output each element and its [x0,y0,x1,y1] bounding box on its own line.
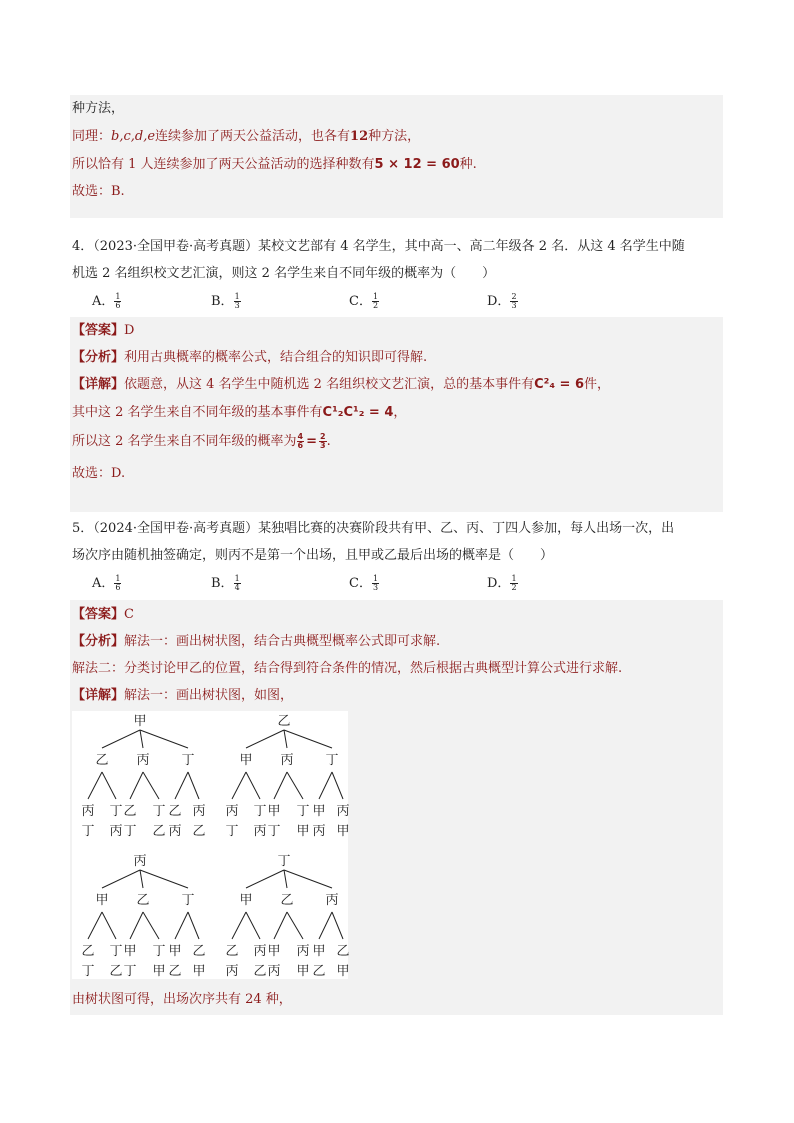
q5-option-b [211,572,241,592]
tree-leaf-node: 丁 [123,964,137,979]
tree-leaf-node: 丙 [312,824,326,839]
q5-answer-tag: 【答案】 [72,607,125,622]
tree-leaf-node: 丁 [152,944,166,959]
tree-leaf-node: 甲 [296,824,310,839]
q5-option-d-den: 2 [511,583,517,592]
q5-option-a-num: 1 [115,574,121,583]
block1-line2-mid: 连续参加了两天公益活动，也各有 [155,129,351,144]
tree-leaf-node: 丙 [225,964,239,979]
tree-leaf-node: 丁 [225,824,239,839]
tree-leaf-node: 丁 [152,804,166,819]
block1-line3-prefix: 所以恰有 1 人连续参加了两天公益活动的选择种数有 [72,157,375,172]
q4-option-c-letter: C． [349,294,372,309]
q4-option-b-fraction [234,293,241,310]
q5-option-a-den: 6 [115,583,121,592]
tree-leaf-node: 乙 [168,964,182,979]
q4-detail-line1-text: 依题意，从这 4 名学生中随机选 2 名组织校文艺汇演，总的基本事件有 [124,377,535,392]
q4-stem-line2: 机选 2 名组织校文艺汇演，则这 2 名学生来自不同年级的概率为（ ） [72,266,496,281]
tree-diagram [72,711,348,979]
tree-leaf-node: 甲 [312,804,326,819]
q4-detail-line3-f2n: 2 [320,432,326,441]
q4-detail-line3-f2d: 3 [320,441,326,450]
q5-analysis-tag: 【分析】 [72,634,125,649]
tree-leaf-node: 丙 [192,804,206,819]
q4-detail-line3-frac2 [319,433,327,450]
q4-detail-line3-frac1 [297,433,305,450]
q4-option-c-num: 1 [372,292,379,301]
q5-option-b-fraction [234,575,241,592]
tree-leaf-node: 甲 [192,964,206,979]
q5-option-c [349,572,379,592]
tree-leaf-node: 丙 [253,824,267,839]
tree-leaf-node: 丁 [81,964,95,979]
q4-analysis-text: 利用古典概率的概率公式，结合组合的知识即可得解. [124,350,428,365]
q5-option-d-fraction [510,575,517,592]
tree-leaf-node: 乙 [192,824,206,839]
q4-detail-line3-suffix: . [326,434,331,449]
tree-root-node: 丙 [133,854,147,869]
q4-final: 故选：D. [72,466,126,481]
q4-option-b-den: 3 [234,301,240,310]
q4-option-c-fraction [372,293,379,310]
tree-leaf-node: 甲 [168,944,182,959]
tree-leaf-node: 丙 [267,964,281,979]
q4-answer-tag: 【答案】 [72,323,125,338]
tree-leaf-node: 丁 [267,824,281,839]
tree-branch-node: 乙 [95,753,109,768]
tree-leaf-node: 甲 [267,944,281,959]
q4-detail-line3-eq: = [306,434,318,449]
tree-leaf-node: 丁 [109,944,123,959]
tree-leaf-node: 乙 [192,944,206,959]
block1-line3-math: 5 × 12 = 60 [374,157,460,172]
tree-root-node: 乙 [277,714,291,729]
q4-detail-tag: 【详解】 [72,377,125,392]
q5-analysis1 [72,630,440,649]
q4-option-a-num: 1 [115,292,121,301]
q4-option-d-num: 2 [511,292,517,301]
tree-branch-node: 丁 [325,753,339,768]
q4-option-b [211,290,241,310]
tree-leaf-node: 乙 [253,964,267,979]
tree-leaf-node: 丙 [168,824,182,839]
q5-option-b-den: 4 [234,583,240,592]
q5-option-b-letter: B． [211,576,234,591]
tree-leaf-node: 丙 [296,944,310,959]
tree-leaf-node: 甲 [312,944,326,959]
q4-option-d-den: 3 [511,301,517,310]
q4-option-d-fraction [510,293,517,310]
tree-branch-node: 甲 [95,893,109,908]
q5-option-a-fraction [114,575,121,592]
tree-leaf-node: 丁 [253,804,267,819]
tree-branch-node: 丁 [181,753,195,768]
block1-line2-suffix: 种方法， [368,129,421,144]
q4-option-c [349,290,379,310]
q4-stem-line1: 4．（2023·全国甲卷·高考真题）某校文艺部有 4 名学生，其中高一、高二年级各 2 名．从这 4 名学生中随 [72,239,685,254]
q5-stem-line2: 场次序由随机抽签确定，则丙不是第一个出场，且甲或乙最后出场的概率是（ ） [72,548,554,563]
tree-branch-node: 丙 [136,753,150,768]
tree-leaf-node: 丁 [81,824,95,839]
tree-branch-node: 丙 [325,893,339,908]
tree-leaf-node: 甲 [336,824,350,839]
tree-leaf-node: 丁 [296,804,310,819]
q5-option-d [487,572,518,592]
tree-leaf-node: 乙 [109,964,123,979]
q4-detail-line1-math: C²₄ = 6 [534,377,585,392]
q4-detail-line2-math: C¹₂C¹₂ = 4 [322,405,394,420]
q5-detail1 [72,684,293,703]
tree-leaf-node: 甲 [296,964,310,979]
q5-option-c-den: 3 [372,583,379,592]
q4-option-a-fraction [114,293,121,310]
q4-option-d [487,290,518,310]
q5-answer-value: C [124,607,134,622]
q5-option-b-num: 1 [234,574,240,583]
block1-line2-vars: b,c,d,e [111,129,156,144]
block1-line4: 故选：B. [72,184,125,199]
q5-detail1-text: 解法一：画出树状图，如图， [124,688,294,703]
q5-option-d-letter: D． [487,576,511,591]
q4-option-a-den: 6 [115,301,121,310]
q5-last-line: 由树状图可得，出场次序共有 24 种， [72,992,292,1007]
q5-analysis1-text: 解法一：画出树状图，结合古典概型概率公式即可求解. [124,634,441,649]
tree-leaf-node: 乙 [152,824,166,839]
block1-line2 [72,125,420,144]
q4-detail-line2 [72,401,406,420]
q4-detail-line3-text: 所以这 2 名学生来自不同年级的概率为 [72,434,297,449]
tree-background [72,711,348,979]
q5-stem-line1: 5．（2024·全国甲卷·高考真题）某独唱比赛的决赛阶段共有甲、乙、丙、丁四人参加，每人出场一次，出 [72,521,675,536]
q4-answer-value: D [124,323,135,338]
q4-detail-line2-text: 其中这 2 名学生来自不同年级的基本事件有 [72,405,323,420]
q5-option-a-letter: A． [92,576,115,591]
tree-root-node: 丁 [277,854,291,869]
tree-branch-node: 乙 [136,893,150,908]
q4-option-b-letter: B． [211,294,234,309]
q4-answer [72,319,134,338]
block1-line2-prefix: 同理： [72,129,112,144]
tree-branch-node: 丁 [181,893,195,908]
q4-detail-line1 [72,373,610,392]
tree-leaf-node: 乙 [312,964,326,979]
q4-analysis-tag: 【分析】 [72,350,125,365]
tree-leaf-node: 丙 [253,944,267,959]
q4-detail-line3 [72,430,331,450]
block1-line1: 种方法， [72,101,125,116]
tree-leaf-node: 乙 [81,944,95,959]
tree-leaf-node: 丙 [336,804,350,819]
tree-leaf-node: 丙 [81,804,95,819]
block1-line3-suffix: 种. [459,157,477,172]
tree-leaf-node: 丁 [109,804,123,819]
tree-leaf-node: 甲 [267,804,281,819]
q5-option-c-fraction [372,575,379,592]
tree-leaf-node: 乙 [336,944,350,959]
q4-option-a-letter: A． [92,294,115,309]
q4-option-c-den: 2 [372,301,379,310]
tree-leaf-node: 乙 [123,804,137,819]
block1-line3 [72,153,477,172]
q4-detail-line3-f1n: 4 [297,432,304,441]
q4-analysis [72,346,427,365]
tree-root-node: 甲 [133,714,147,729]
q5-option-c-num: 1 [372,574,379,583]
q5-analysis2: 解法二：分类讨论甲乙的位置，结合得到符合条件的情况，然后根据古典概型计算公式进行求解. [72,661,623,676]
tree-leaf-node: 甲 [152,964,166,979]
tree-leaf-node: 乙 [168,804,182,819]
tree-branch-node: 甲 [239,753,253,768]
q4-detail-line1-suffix: 件， [584,377,611,392]
q5-option-a [92,572,121,592]
tree-branch-node: 甲 [239,893,253,908]
tree-leaf-node: 丙 [225,804,239,819]
tree-leaf-node: 乙 [225,944,239,959]
tree-leaf-node: 甲 [336,964,350,979]
block1-line2-num: 12 [350,129,369,144]
tree-leaf-node: 丁 [123,824,137,839]
q4-option-b-num: 1 [234,292,240,301]
q4-detail-line2-suffix: ， [393,405,407,420]
tree-leaf-node: 丙 [109,824,123,839]
q4-detail-line3-f1d: 6 [297,441,304,450]
q4-option-d-letter: D． [487,294,511,309]
q5-option-d-num: 1 [511,574,517,583]
tree-leaf-node: 甲 [123,944,137,959]
q5-detail-tag: 【详解】 [72,688,125,703]
tree-branch-node: 乙 [280,893,294,908]
tree-branch-node: 丙 [280,753,294,768]
q5-answer [72,603,134,622]
q4-option-a [92,290,121,310]
q5-option-c-letter: C． [349,576,372,591]
